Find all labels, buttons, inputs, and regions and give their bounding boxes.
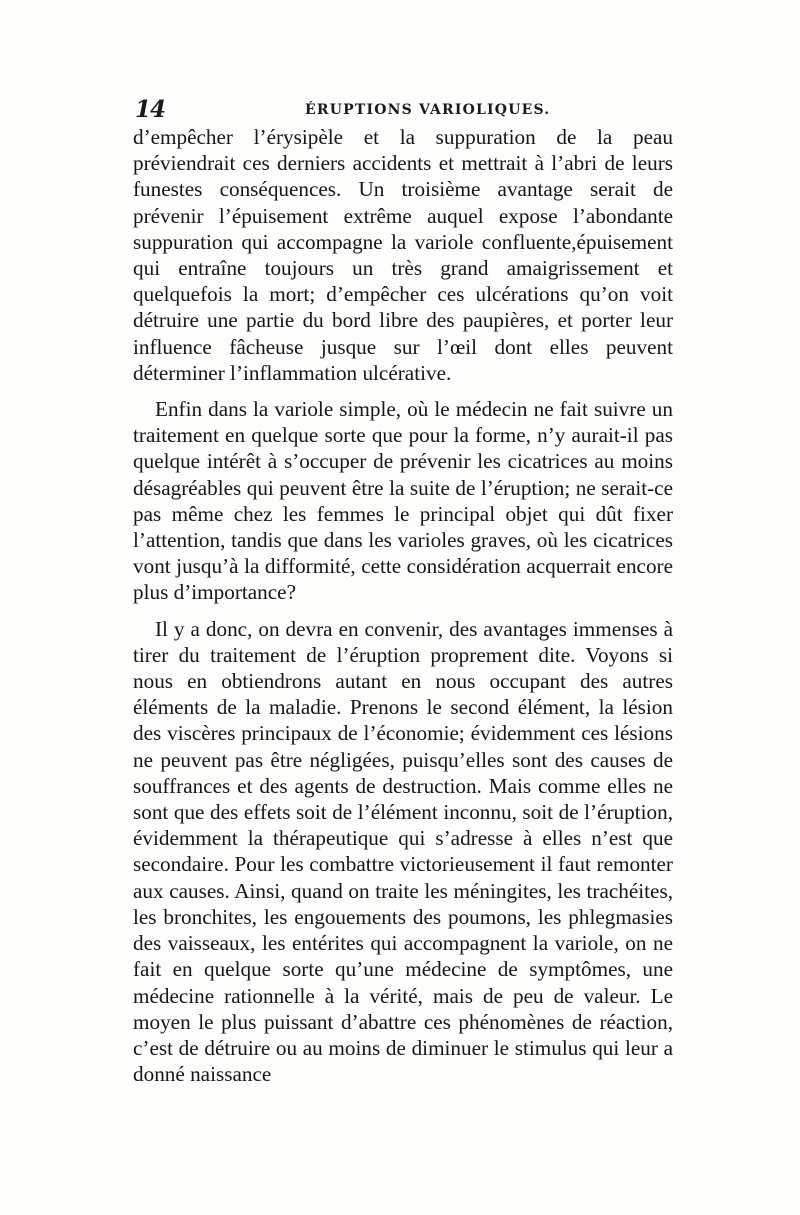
paragraph-variole-simple: Enfin dans la variole simple, où le médecin ne fait suivre un traitement en quelque sorte que pour la forme, n’y aurait-il pas quelque intérêt à s’occuper de prévenir les cicatrices au moins désagréables qui peuvent être la suite de l’éruption; ne serait-ce pas même chez les femmes le principal objet qui dût fixer l’attention, tandis que dans les varioles graves, où les cicatrices vont jusqu’à la difformité, cette considération acquerrait encore plus d’importance? bbox=[133, 397, 673, 605]
body-text bbox=[133, 124, 673, 1087]
page-number: 14 bbox=[135, 96, 166, 123]
paragraph-continued: d’empêcher l’érysipèle et la suppuration de la peau préviendrait ces derniers accidents et mettrait à l’abri de leurs funestes conséquences. Un troisième avantage serait de prévenir l’épuisement extrême auquel expose l’abondante suppuration qui accompagne la variole confluente,épuisement qui entraîne toujours un très grand amaigrissement et quelquefois la mort; d’empêcher ces ulcérations qu’on voit détruire une partie du bord libre des paupières, et porter leur influence fâcheuse jusque sur l’œil dont elles peuvent déterminer l’inflammation ulcérative. bbox=[133, 125, 673, 385]
paragraph-avantages: Il y a donc, on devra en convenir, des avantages immenses à tirer du traitement de l’éruption proprement dite. Voyons si nous en obtiendrons autant en nous occupant des autres éléments de la maladie. Prenons le second élément, la lésion des viscères principaux de l’économie; évidemment ces lésions ne peuvent pas être négligées, puisqu’elles sont des causes de souffrances et des agents de destruction. Mais comme elles ne sont que des effets soit de l’élément inconnu, soit de l’éruption, évidemment la thérapeutique qui s’adresse à elles n’est que secondaire. Pour les combattre victorieusement il faut remonter aux causes. Ainsi, quand on traite les méningites, les trachéites, les bronchites, les engouements des poumons, les phlegmasies des vaisseaux, les entérites qui accompagnent la variole, on ne fait en quelque sorte qu’une médecine de symptômes, une médecine rationnelle à la vérité, mais de peu de valeur. Le moyen le plus puissant d’abattre ces phénomènes de réaction, c’est de détruire ou au moins de diminuer le stimulus qui leur a donné naissance bbox=[133, 616, 673, 1087]
page-header bbox=[135, 96, 675, 126]
running-title: ÉRUPTIONS VARIOLIQUES. bbox=[305, 102, 551, 118]
